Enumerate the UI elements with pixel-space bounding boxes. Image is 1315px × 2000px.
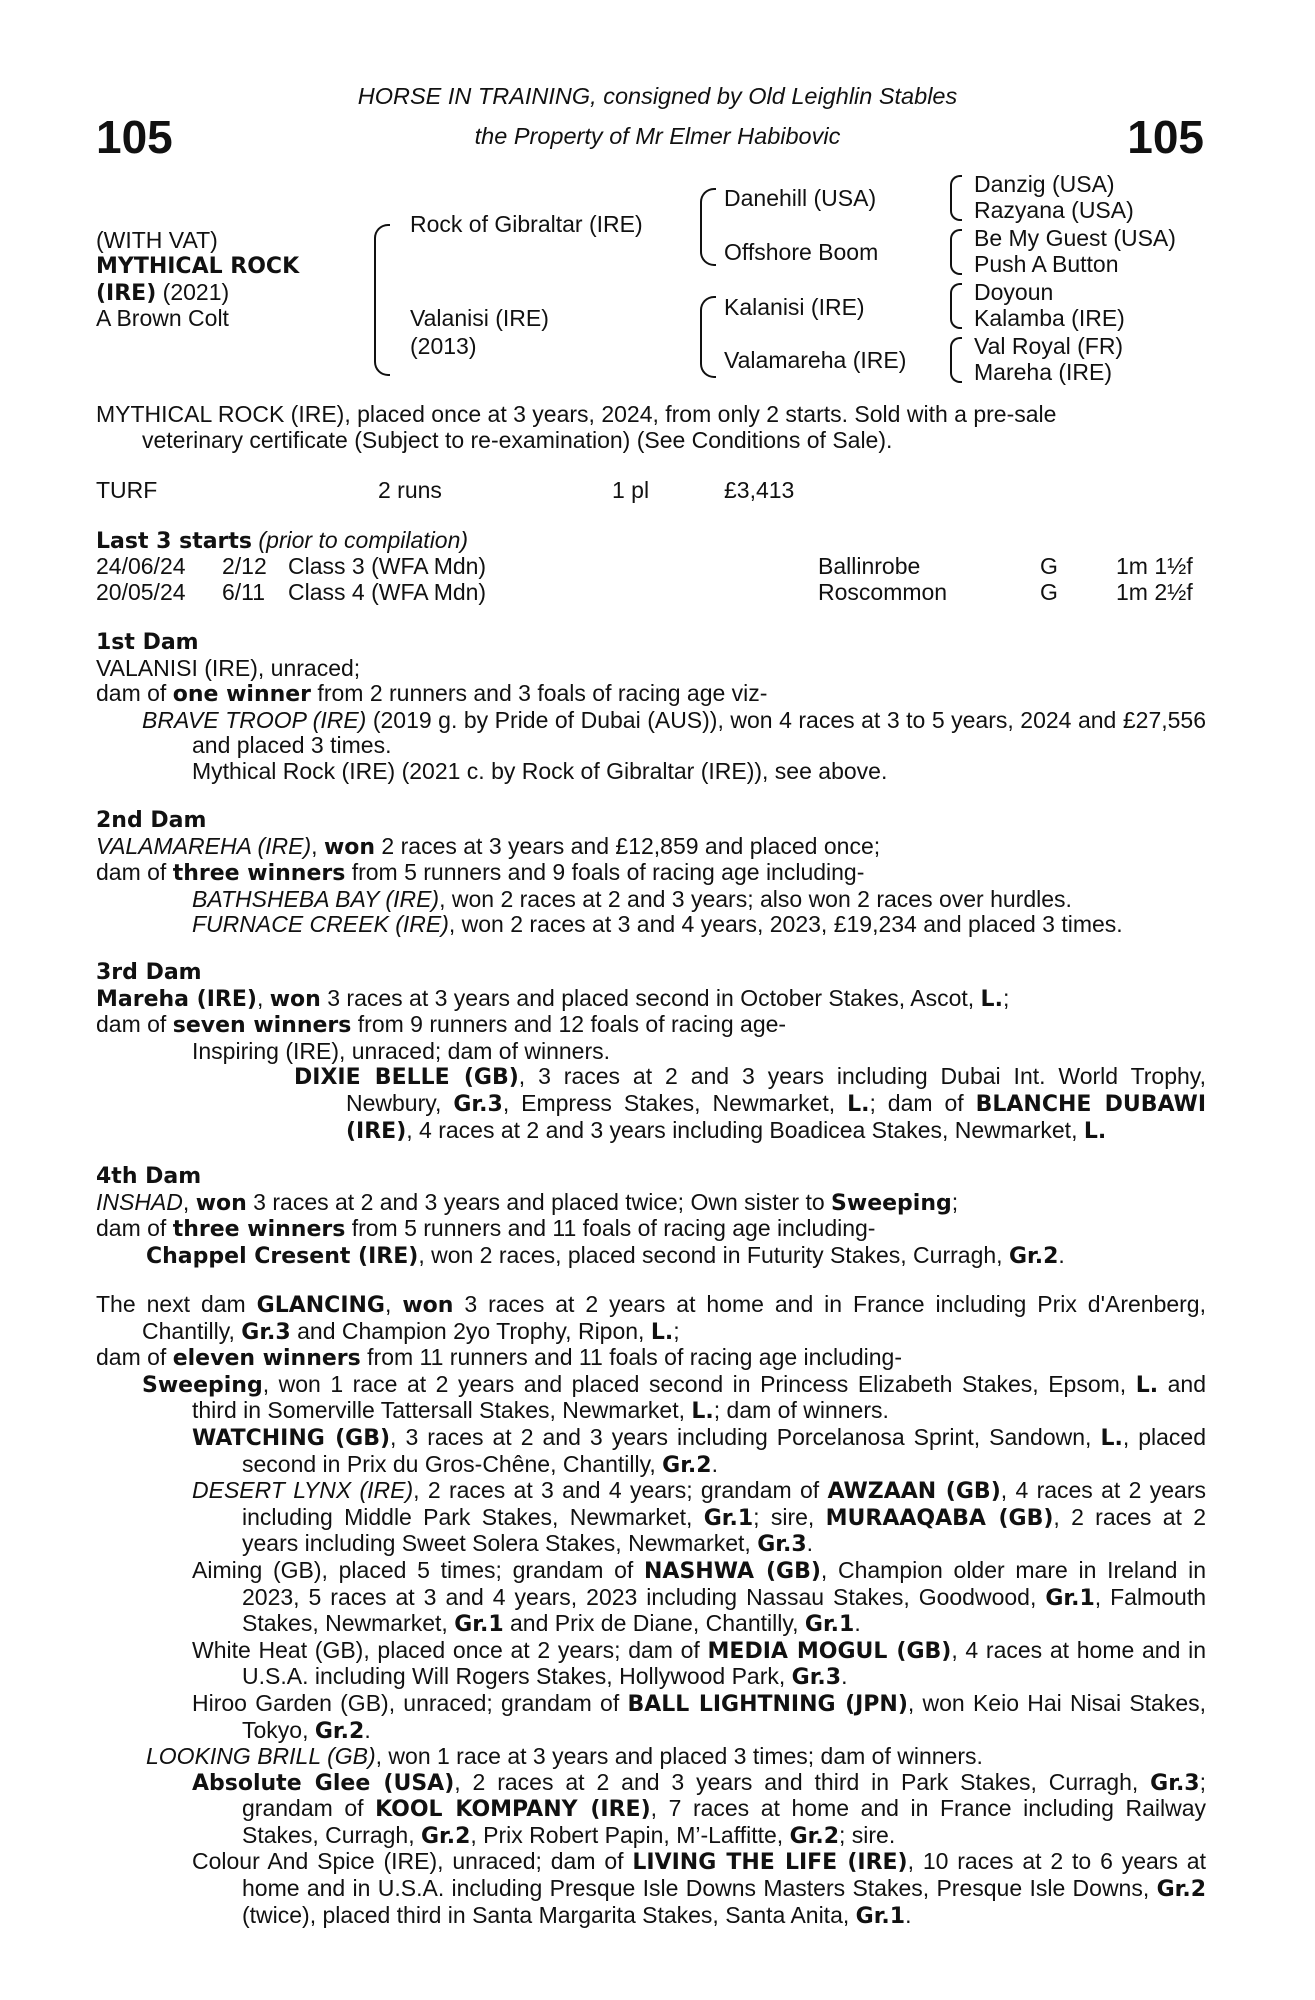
- produce-entry: DESERT LYNX (IRE), 2 races at 3 and 4 years; grandam of AWZAAN (GB), 4 races at 2 years including Middle Park Stakes, Newmarket, Gr.1; sire, MURAAQABA (GB), 2 races at 2 years including Sweet Solera Stakes, Newmarket, Gr.3.: [192, 1477, 1206, 1558]
- start-course: Ballinrobe: [818, 553, 921, 579]
- dam-line: VALAMAREHA (IRE), won 2 races at 3 years and £12,859 and placed once;: [96, 832, 881, 860]
- third-dam-section: [96, 960, 1206, 1144]
- pedigree-bracket-g4: [950, 337, 962, 383]
- pedigree-dam-dam: Valamareha (IRE): [724, 347, 907, 373]
- section-title: 2nd Dam: [96, 808, 207, 833]
- start-position: 2/12: [222, 553, 267, 579]
- pedigree-dam-sire: Kalanisi (IRE): [724, 294, 865, 320]
- pedigree-g1: Danzig (USA): [974, 171, 1115, 197]
- start-race: Class 3 (WFA Mdn): [288, 553, 487, 579]
- start-position: 6/11: [222, 579, 266, 605]
- section-title: 3rd Dam: [96, 960, 202, 985]
- pedigree-g7: Val Royal (FR): [974, 333, 1124, 359]
- produce-entry: FURNACE CREEK (IRE), won 2 races at 3 and 4 years, 2023, £19,234 and placed 3 times.: [192, 911, 1123, 938]
- produce-entry: LOOKING BRILL (GB), won 1 race at 3 years and placed 3 times; dam of winners.: [146, 1743, 983, 1770]
- pedigree-g5: Doyoun: [974, 279, 1054, 305]
- pedigree-g4: Push A Button: [974, 251, 1119, 277]
- dam-produce-line: dam of seven winners from 9 runners and 12 foals of racing age-: [96, 1011, 787, 1039]
- produce-entry: WATCHING (GB), 3 races at 2 and 3 years including Porcelanosa Sprint, Sandown, L., placed second in Prix du Gros-Chêne, Chantilly, Gr.2.: [192, 1423, 1207, 1478]
- produce-entry: White Heat (GB), placed once at 2 years; dam of MEDIA MOGUL (GB), 4 races at home and in U.S.A. including Will Rogers Stakes, Hollywood Park, Gr.3.: [192, 1636, 1206, 1691]
- dam-produce-line: dam of one winner from 2 runners and 3 foals of racing age viz-: [96, 680, 768, 708]
- next-dam-section: [96, 1292, 1206, 1929]
- section-title: 1st Dam: [96, 630, 199, 655]
- pedigree-bracket-g1: [950, 175, 962, 221]
- produce-entry: Chappel Cresent (IRE), won 2 races, placed second in Futurity Stakes, Curragh, Gr.2.: [146, 1241, 1065, 1269]
- header-line2: the Property of Mr Elmer Habibovic: [474, 123, 841, 149]
- pedigree-bracket-g2: [950, 229, 962, 275]
- pedigree-sire-dam: Offshore Boom: [724, 239, 879, 265]
- dam-produce-line: dam of three winners from 5 runners and 11 foals of racing age including-: [96, 1215, 876, 1243]
- dam-line: INSHAD, won 3 races at 2 and 3 years and placed twice; Own sister to Sweeping;: [96, 1188, 959, 1216]
- pedigree-sire: Rock of Gibraltar (IRE): [410, 211, 643, 237]
- second-dam-section: [96, 808, 1206, 938]
- produce-entry: DIXIE BELLE (GB), 3 races at 2 and 3 years including Dubai Int. World Trophy, Newbury, Gr.3, Empress Stakes, Newmarket, L.; dam of BLANCHE DUBAWI (IRE), 4 races at 2 and 3 years including Boadicea Stakes, Newmarket, L.: [294, 1063, 1207, 1144]
- pedigree-g8: Mareha (IRE): [974, 359, 1113, 385]
- produce-entry: Hiroo Garden (GB), unraced; grandam of BALL LIGHTNING (JPN), won Keio Hai Nisai Stakes, Tokyo, Gr.2.: [192, 1689, 1207, 1744]
- start-going: G: [1040, 553, 1058, 579]
- start-distance: 1m 2½f: [1116, 579, 1193, 605]
- pedigree-bracket-main: [374, 224, 390, 376]
- start-date: 20/05/24: [96, 579, 186, 605]
- produce-entry: Absolute Glee (USA), 2 races at 2 and 3 years and third in Park Stakes, Curragh, Gr.3; grandam of KOOL KOMPANY (IRE), 7 races at home and in France including Railway Stakes, Curragh, Gr.2, Prix Robert Papin, M’-Laffitte, Gr.2; sire.: [192, 1768, 1206, 1849]
- pedigree-dam-year: (2013): [410, 333, 477, 359]
- pedigree-bracket-sire: [700, 188, 716, 266]
- record-placed: 1 pl: [612, 477, 650, 503]
- pedigree-g3: Be My Guest (USA): [974, 225, 1176, 251]
- first-dam-section: [96, 630, 1206, 785]
- produce-entry: BRAVE TROOP (IRE) (2019 g. by Pride of Dubai (AUS)), won 4 races at 3 to 5 years, 2024 and £27,556 and placed 3 times.: [142, 706, 1206, 759]
- pedigree-sire-sire: Danehill (USA): [724, 185, 877, 211]
- produce-entry: BATHSHEBA BAY (IRE), won 2 races at 2 and 3 years; also won 2 races over hurdles.: [192, 885, 1072, 912]
- pedigree-bracket-g3: [950, 283, 962, 329]
- summary-line2: veterinary certificate (Subject to re-examination) (See Conditions of Sale).: [142, 427, 893, 453]
- produce-entry: Aiming (GB), placed 5 times; grandam of NASHWA (GB), Champion older mare in Ireland in 2023, 5 races at 3 and 4 years, 2023 including Nassau Stakes, Goodwood, Gr.1, Falmouth Stakes, Newmarket, Gr.1 and Prix de Diane, Chantilly, Gr.1.: [192, 1556, 1207, 1638]
- fourth-dam-section: [96, 1164, 1206, 1269]
- record-earnings: £3,413: [724, 477, 795, 503]
- vat-label: (WITH VAT): [96, 227, 218, 253]
- start-going: G: [1040, 579, 1058, 605]
- pedigree-bracket-dam: [700, 296, 716, 378]
- horse-name: MYTHICAL ROCK: [96, 254, 300, 279]
- start-distance: 1m 1½f: [1116, 553, 1193, 579]
- pedigree-g2: Razyana (USA): [974, 197, 1134, 223]
- record-runs: 2 runs: [378, 477, 442, 503]
- section-title: 4th Dam: [96, 1164, 202, 1189]
- horse-description: A Brown Colt: [96, 305, 229, 331]
- lot-number-left: 105: [96, 111, 173, 163]
- record-surface: TURF: [96, 477, 158, 503]
- pedigree-dam: Valanisi (IRE): [410, 305, 549, 331]
- last-starts-heading: Last 3 starts (prior to compilation): [96, 527, 469, 554]
- dam-produce-line: dam of three winners from 5 runners and 9 foals of racing age including-: [96, 859, 865, 887]
- start-course: Roscommon: [818, 579, 948, 605]
- start-date: 24/06/24: [96, 553, 186, 579]
- dam-line: Mareha (IRE), won 3 races at 3 years and placed second in October Stakes, Ascot, L.;: [96, 984, 1010, 1012]
- summary-line1: MYTHICAL ROCK (IRE), placed once at 3 years, 2024, from only 2 starts. Sold with a pre-sale: [96, 401, 1057, 427]
- lot-number-right: 105: [1127, 111, 1204, 163]
- produce-entry: Mythical Rock (IRE) (2021 c. by Rock of Gibraltar (IRE)), see above.: [192, 757, 888, 784]
- produce-entry: Colour And Spice (IRE), unraced; dam of LIVING THE LIFE (IRE), 10 races at 2 to 6 years at home and in U.S.A. including Presque Isle Downs Masters Stakes, Presque Isle Downs, Gr.2 (twice), placed third in Santa Margarita Stakes, Santa Anita, Gr.1.: [192, 1848, 1206, 1929]
- produce-entry: Inspiring (IRE), unraced; dam of winners.: [192, 1037, 611, 1064]
- dam-line: VALANISI (IRE), unraced;: [96, 654, 361, 681]
- start-race: Class 4 (WFA Mdn): [288, 579, 487, 605]
- header-line1: HORSE IN TRAINING, consigned by Old Leighlin Stables: [357, 83, 958, 109]
- horse-name-line2: (IRE) (2021): [96, 279, 230, 306]
- pedigree-g6: Kalamba (IRE): [974, 305, 1125, 331]
- produce-entry: Sweeping, won 1 race at 2 years and placed second in Princess Elizabeth Stakes, Epsom, L. and third in Somerville Tattersall Stakes, Newmarket, L.; dam of winners.: [142, 1370, 1206, 1425]
- dam-line: The next dam GLANCING, won 3 races at 2 years at home and in France including Prix d'Arenberg, Chantilly, Gr.3 and Champion 2yo Trophy, Ripon, L.;: [96, 1291, 1206, 1345]
- dam-produce-line: dam of eleven winners from 11 runners and 11 foals of racing age including-: [96, 1344, 902, 1372]
